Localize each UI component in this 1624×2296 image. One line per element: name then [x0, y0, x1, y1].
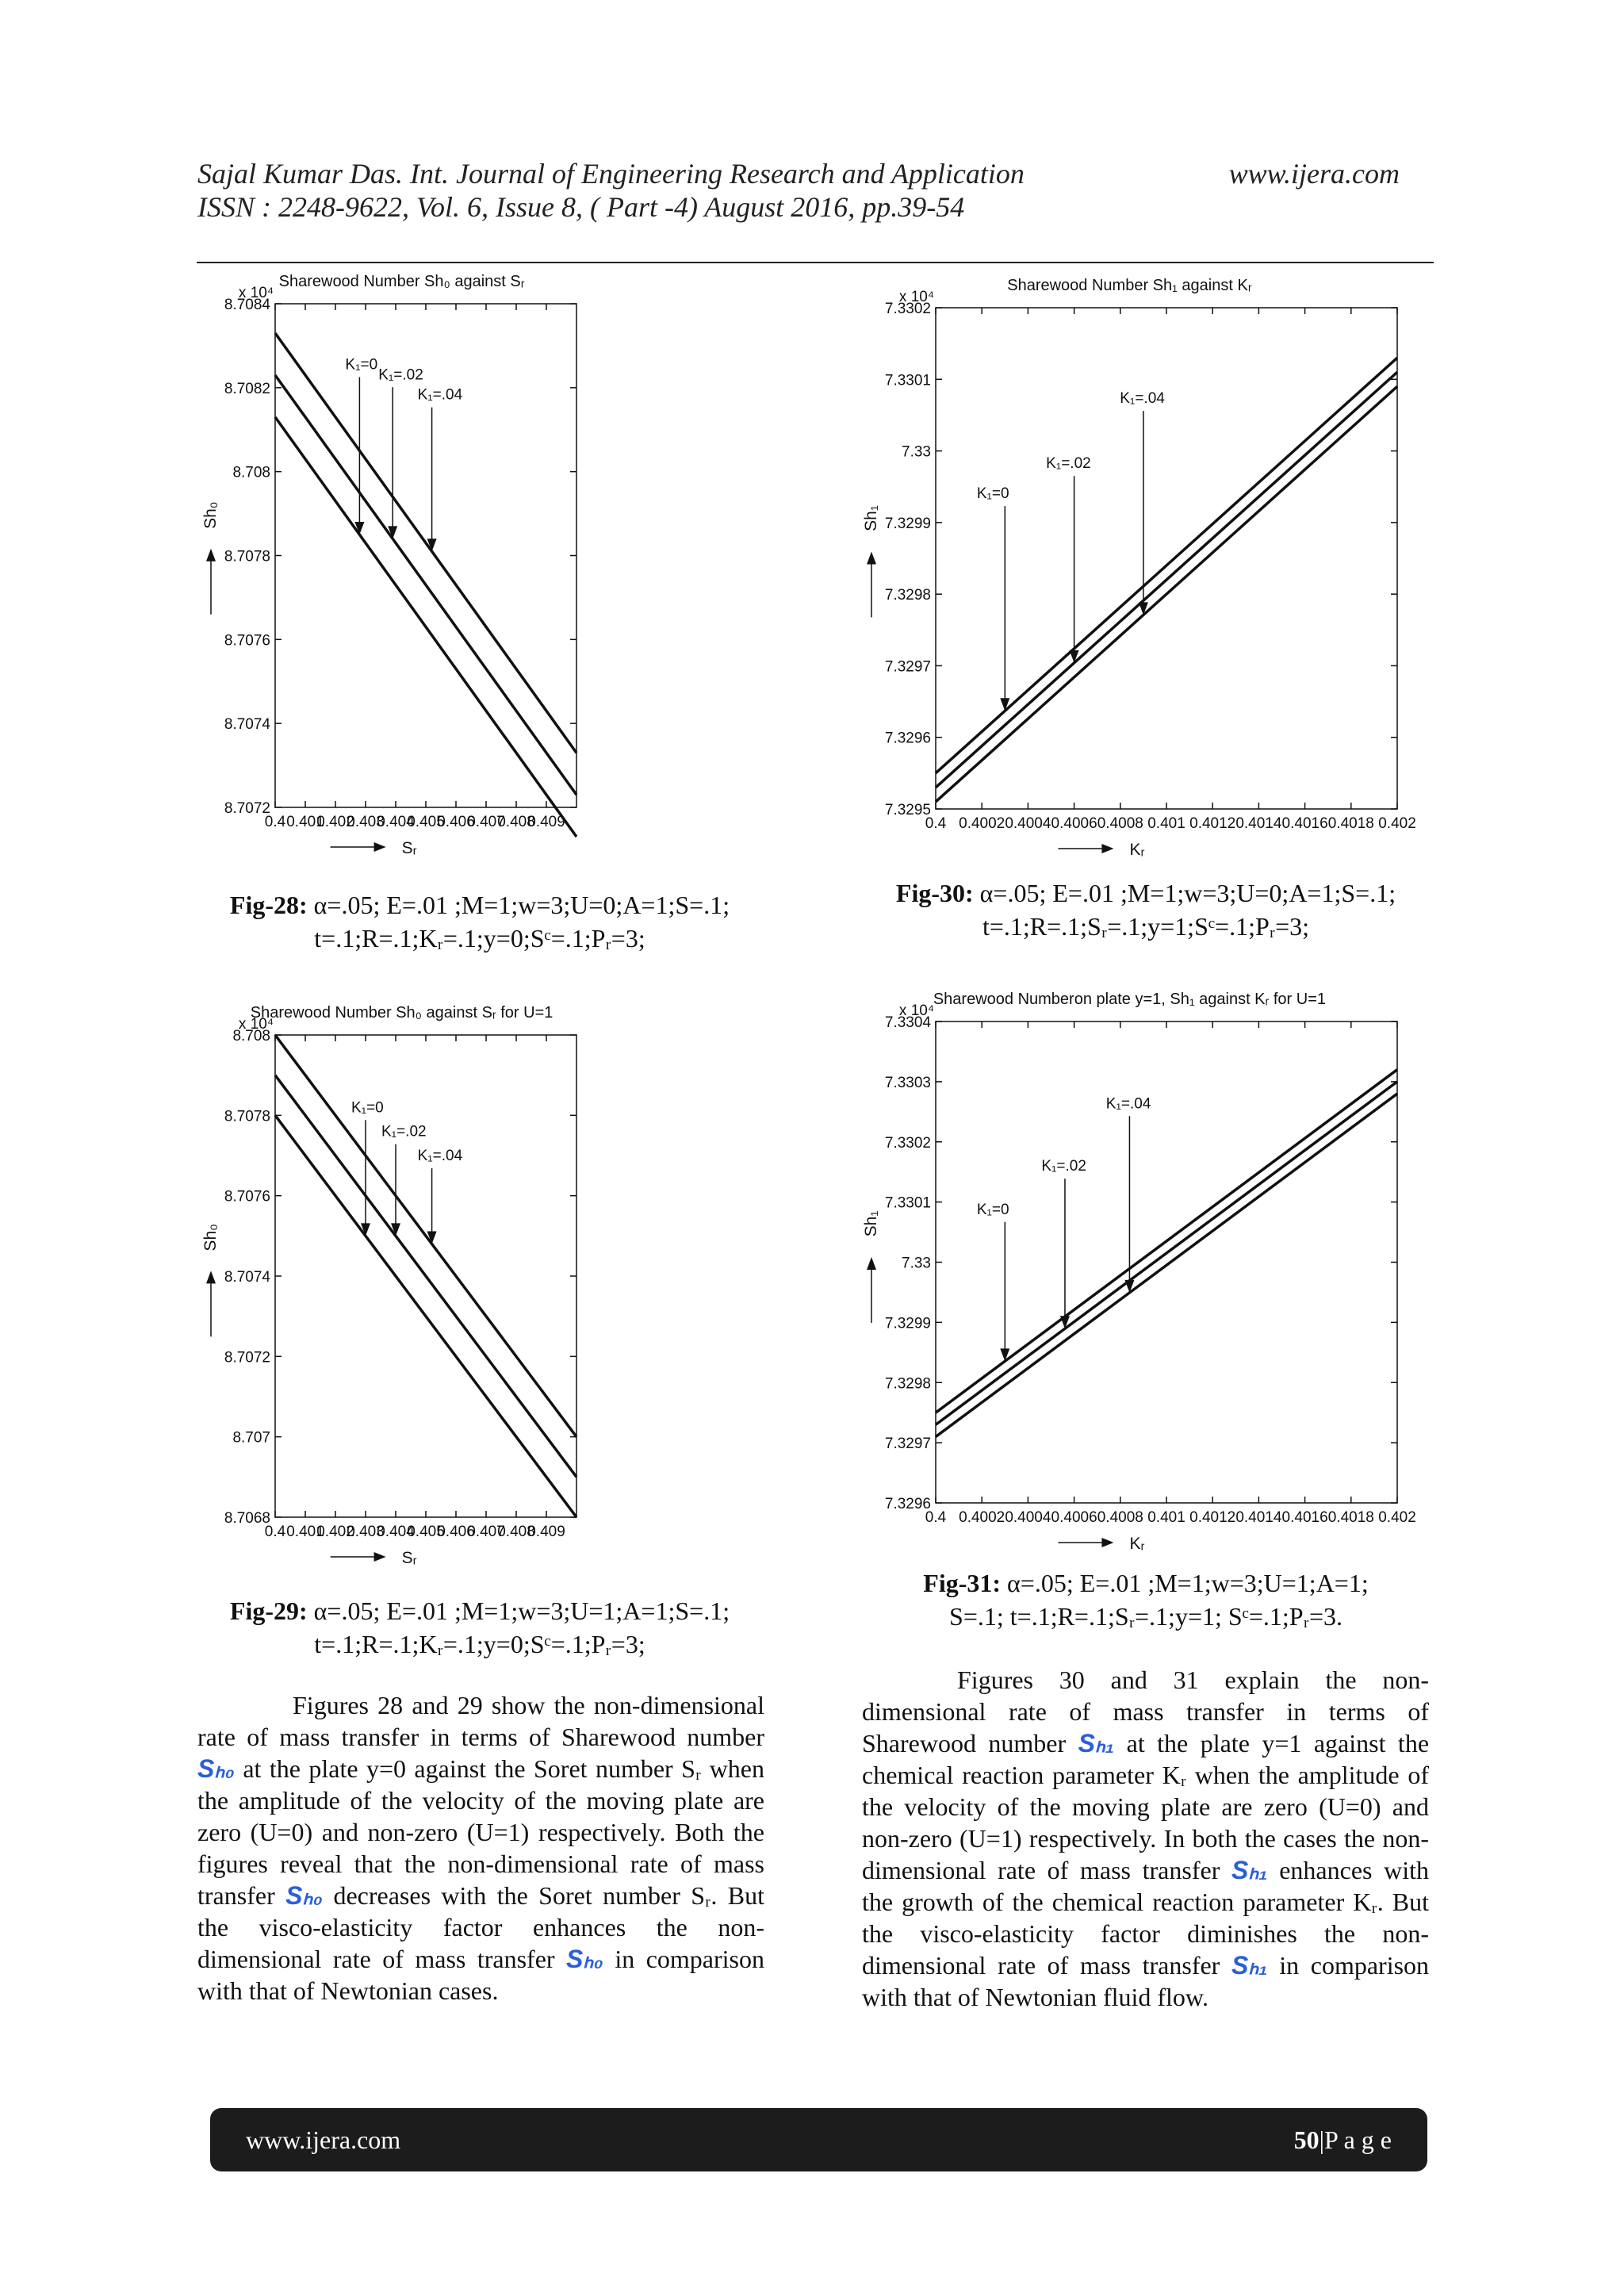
right-text-1: Figures 30 and 31 explain the non-dimensional rate of mass transfer in terms of Sharewood number [862, 1665, 1429, 1757]
x-tick-label: 0.4016 [1281, 815, 1328, 832]
x-tick-label: 0.403 [347, 1524, 385, 1540]
x-tick-label: 0.402 [316, 814, 354, 830]
x-tick-label: 0.4012 [1189, 815, 1236, 832]
running-header-citation: Sajal Kumar Das. Int. Journal of Engineering Research and Application [197, 158, 1025, 190]
series-annotation: K₁=0 [976, 485, 1009, 503]
y-tick-label: 7.3301 [884, 372, 931, 389]
figure-29-label: Fig-29: [229, 1596, 308, 1625]
figure-30-caption-line2: t=.1;R=.1;Sᵣ=.1;y=1;Sᶜ=.1;Pᵣ=3; [982, 912, 1310, 941]
figure-30-chart [856, 266, 1443, 859]
chart-title: Sharewood Number Sh₁ against Kᵣ [1007, 277, 1252, 294]
x-tick-label: 0.402 [1378, 815, 1416, 832]
figure-31-caption-line1: α=.05; E=.01 ;M=1;w=3;U=1;A=1; [1007, 1569, 1369, 1597]
x-tick-label: 0.409 [527, 1524, 565, 1540]
page-word: |P a g e [1319, 2125, 1392, 2154]
x-tick-label: 0.401 [286, 1524, 324, 1540]
x-tick-label: 0.4 [264, 1524, 286, 1540]
y-axis-label: Sh₀ [201, 1224, 220, 1251]
x-tick-label: 0.4006 [1051, 815, 1097, 832]
y-axis-label: Sh₀ [201, 501, 220, 529]
y-tick-label: 7.3301 [884, 1194, 931, 1212]
x-tick-label: 0.4004 [1005, 815, 1051, 832]
series-annotation: K₁=.02 [381, 1123, 427, 1140]
page-footer [210, 2108, 1427, 2171]
figure-30-label: Fig-30: [895, 879, 974, 907]
x-tick-label: 0.4002 [959, 1509, 1005, 1526]
page-number [1294, 2125, 1392, 2155]
series-annotation: K₁=.04 [417, 386, 463, 404]
right-text-3: enhances with the growth of the chemical reaction parameter Kᵣ. But the visco-elasticity factor diminishes the non-dimensional rate of mass transfer [862, 1856, 1430, 1980]
x-tick-label: 0.4008 [1097, 815, 1143, 832]
paragraph-left [197, 1689, 764, 2007]
y-tick-label: 7.3304 [884, 1014, 931, 1031]
y-tick-label: 7.3297 [884, 1435, 931, 1453]
x-tick-label: 0.405 [407, 1524, 445, 1540]
series-line [275, 1115, 576, 1517]
left-text-1: Figures 28 and 29 show the non-dimensional rate of mass transfer in terms of Sharewood number [197, 1691, 764, 1751]
page-number-value: 50 [1293, 2125, 1320, 2154]
x-tick-label: 0.4 [925, 1509, 947, 1526]
x-tick-label: 0.403 [347, 814, 385, 830]
y-tick-label: 8.708 [232, 464, 270, 481]
x-tick-label: 0.409 [527, 814, 565, 830]
figure-31-caption [856, 1566, 1435, 1633]
series-annotation: K₁=.04 [1120, 390, 1165, 408]
sh0-symbol: Sₕ₀ [566, 1945, 603, 1973]
y-tick-label: 8.7072 [224, 800, 270, 817]
y-tick-label: 8.708 [232, 1028, 270, 1045]
y-exponent-label: x 10⁴ [238, 285, 274, 301]
x-tick-label: 0.404 [377, 814, 415, 830]
x-tick-label: 0.4008 [1097, 1509, 1143, 1526]
y-tick-label: 7.33 [902, 1255, 931, 1272]
left-text-3: decreases with the Soret number Sᵣ. But the visco-elasticity factor enhances the non-dimensional rate of mass transfer [197, 1881, 765, 1973]
y-tick-label: 8.7072 [224, 1349, 270, 1366]
y-tick-label: 8.7076 [224, 632, 270, 650]
chart-title: Sharewood Number Sh₀ against Sᵣ for U=1 [250, 1004, 553, 1022]
y-tick-label: 7.3302 [884, 1134, 931, 1152]
figure-28-chart [190, 266, 769, 884]
x-axis-label: Sᵣ [401, 839, 417, 857]
series-annotation: K₁=.04 [417, 1148, 463, 1165]
x-tick-label: 0.408 [497, 814, 535, 830]
x-tick-label: 0.407 [467, 814, 505, 830]
x-axis-arrowhead [1101, 1538, 1113, 1547]
figure-31-caption-line2: S=.1; t=.1;R=.1;Sᵣ=.1;y=1; Sᶜ=.1;Pᵣ=3. [949, 1602, 1342, 1631]
y-tick-label: 8.7078 [224, 548, 270, 565]
series-annotation: K₁=.02 [1046, 455, 1091, 473]
x-tick-label: 0.4012 [1189, 1509, 1236, 1526]
x-axis-arrowhead [374, 1552, 386, 1562]
figure-29-caption [198, 1594, 761, 1661]
running-header-issn: ISSN : 2248-9622, Vol. 6, Issue 8, ( Part -4) August 2016, pp.39-54 [197, 191, 965, 223]
x-axis-label: Sᵣ [401, 1549, 417, 1567]
y-axis-label: Sh₁ [862, 1210, 880, 1237]
figure-28-caption-line1: α=.05; E=.01 ;M=1;w=3;U=0;A=1;S=.1; [313, 891, 730, 919]
y-tick-label: 7.3299 [884, 515, 931, 532]
series-annotation: K₁=0 [351, 1099, 384, 1117]
series-annotation: K₁=.02 [378, 366, 423, 384]
figure-30-caption-line1: α=.05; E=.01 ;M=1;w=3;U=0;A=1;S=.1; [979, 879, 1396, 907]
y-tick-label: 8.7074 [224, 1269, 270, 1286]
y-tick-label: 7.3298 [884, 587, 931, 604]
x-tick-label: 0.4 [264, 814, 286, 830]
x-axis-arrowhead [1101, 844, 1113, 853]
figure-29-caption-line2: t=.1;R=.1;Kᵣ=.1;y=0;Sᶜ=.1;Pᵣ=3; [314, 1630, 645, 1658]
chart-title: Sharewood Number Sh₀ against Sᵣ [278, 273, 525, 290]
right-text-4: in comparison with that of Newtonian fluid flow. [862, 1951, 1430, 2011]
x-tick-label: 0.4004 [1005, 1509, 1051, 1526]
series-annotation: K₁=0 [976, 1201, 1009, 1218]
x-axis-label: Kᵣ [1129, 841, 1145, 859]
x-tick-label: 0.406 [437, 1524, 475, 1540]
left-text-2: at the plate y=0 against the Soret number Sᵣ when the amplitude of the velocity of the moving plate are zero (U=0) and non-zero (U=1) respectively. Both the figures reveal that the non-dimensional rate of mass transfer [197, 1754, 765, 1910]
x-axis-label: Kᵣ [1129, 1535, 1145, 1553]
y-tick-label: 7.3303 [884, 1074, 931, 1091]
x-tick-label: 0.408 [497, 1524, 535, 1540]
y-axis-arrowhead [206, 1271, 216, 1283]
series-line [275, 375, 576, 795]
paragraph-right [862, 1664, 1429, 2013]
x-tick-label: 0.4014 [1235, 815, 1282, 832]
y-tick-label: 8.7074 [224, 716, 270, 734]
x-tick-label: 0.402 [1378, 1509, 1416, 1526]
figure-31-chart [856, 972, 1443, 1566]
x-tick-label: 0.404 [377, 1524, 415, 1540]
y-tick-label: 7.3296 [884, 1496, 931, 1512]
x-tick-label: 0.4014 [1235, 1509, 1282, 1526]
sh1-symbol: Sₕ₁ [1078, 1729, 1115, 1757]
header-rule [197, 262, 1434, 263]
series-annotation: K₁=.02 [1041, 1158, 1086, 1175]
sh1-symbol: Sₕ₁ [1231, 1856, 1268, 1884]
y-tick-label: 7.33 [902, 443, 931, 461]
x-tick-label: 0.4018 [1327, 815, 1374, 832]
y-axis-label: Sh₁ [862, 505, 880, 531]
y-exponent-label: x 10⁴ [898, 289, 934, 305]
y-tick-label: 7.3302 [884, 301, 931, 317]
figure-28-caption-line2: t=.1;R=.1;Kᵣ=.1;y=0;Sᶜ=.1;Pᵣ=3; [314, 924, 645, 953]
x-tick-label: 0.4002 [959, 815, 1005, 832]
y-exponent-label: x 10⁴ [898, 1002, 934, 1019]
running-header-site[interactable]: www.ijera.com [1228, 158, 1400, 190]
y-tick-label: 8.7082 [224, 380, 270, 397]
sh1-symbol: Sₕ₁ [1231, 1951, 1268, 1980]
y-tick-label: 7.3296 [884, 730, 931, 747]
right-text-2: at the plate y=1 against the chemical reaction parameter Kᵣ when the amplitude of the velocity of the moving plate are zero (U=0) and non-zero (U=1) respectively. In both the cases the non-dimensional rate of mass transfer [862, 1729, 1430, 1884]
figure-29-chart [190, 987, 769, 1598]
figure-28-label: Fig-28: [229, 891, 308, 919]
y-tick-label: 8.707 [232, 1429, 270, 1447]
y-axis-arrowhead [867, 1257, 876, 1270]
y-tick-label: 7.3299 [884, 1315, 931, 1332]
footer-site-link[interactable]: www.ijera.com [246, 2125, 401, 2154]
x-tick-label: 0.405 [407, 814, 445, 830]
y-axis-arrowhead [206, 549, 216, 562]
y-tick-label: 8.7068 [224, 1510, 270, 1527]
chart-title: Sharewood Numberon plate y=1, Sh₁ against Kᵣ for U=1 [933, 991, 1327, 1008]
x-tick-label: 0.401 [1147, 1509, 1185, 1526]
x-tick-label: 0.4006 [1051, 1509, 1097, 1526]
x-tick-label: 0.402 [316, 1524, 354, 1540]
figure-30-caption [856, 876, 1435, 943]
series-annotation: K₁=0 [345, 356, 378, 374]
figure-29-caption-line1: α=.05; E=.01 ;M=1;w=3;U=1;A=1;S=.1; [313, 1596, 730, 1625]
y-tick-label: 8.7076 [224, 1188, 270, 1205]
figure-28-caption [198, 888, 761, 955]
y-tick-label: 7.3298 [884, 1375, 931, 1393]
x-tick-label: 0.401 [286, 814, 324, 830]
x-tick-label: 0.406 [437, 814, 475, 830]
y-tick-label: 7.3297 [884, 658, 931, 676]
x-tick-label: 0.4018 [1327, 1509, 1374, 1526]
y-axis-arrowhead [867, 551, 876, 564]
y-tick-label: 7.3295 [884, 802, 931, 818]
x-tick-label: 0.401 [1147, 815, 1185, 832]
y-tick-label: 8.7078 [224, 1108, 270, 1125]
y-exponent-label: x 10⁴ [238, 1016, 274, 1033]
left-text-4: in comparison with that of Newtonian cases. [197, 1945, 765, 2005]
x-tick-label: 0.4016 [1281, 1509, 1328, 1526]
series-annotation: K₁=.04 [1105, 1095, 1151, 1113]
y-tick-label: 8.7084 [224, 297, 270, 313]
sh0-symbol: Sₕ₀ [197, 1754, 235, 1783]
x-tick-label: 0.407 [467, 1524, 505, 1540]
x-tick-label: 0.4 [925, 815, 947, 832]
series-line [275, 1035, 576, 1437]
figure-31-label: Fig-31: [923, 1569, 1002, 1597]
x-axis-arrowhead [374, 842, 386, 852]
series-line [275, 417, 576, 837]
sh0-symbol: Sₕ₀ [285, 1881, 324, 1910]
